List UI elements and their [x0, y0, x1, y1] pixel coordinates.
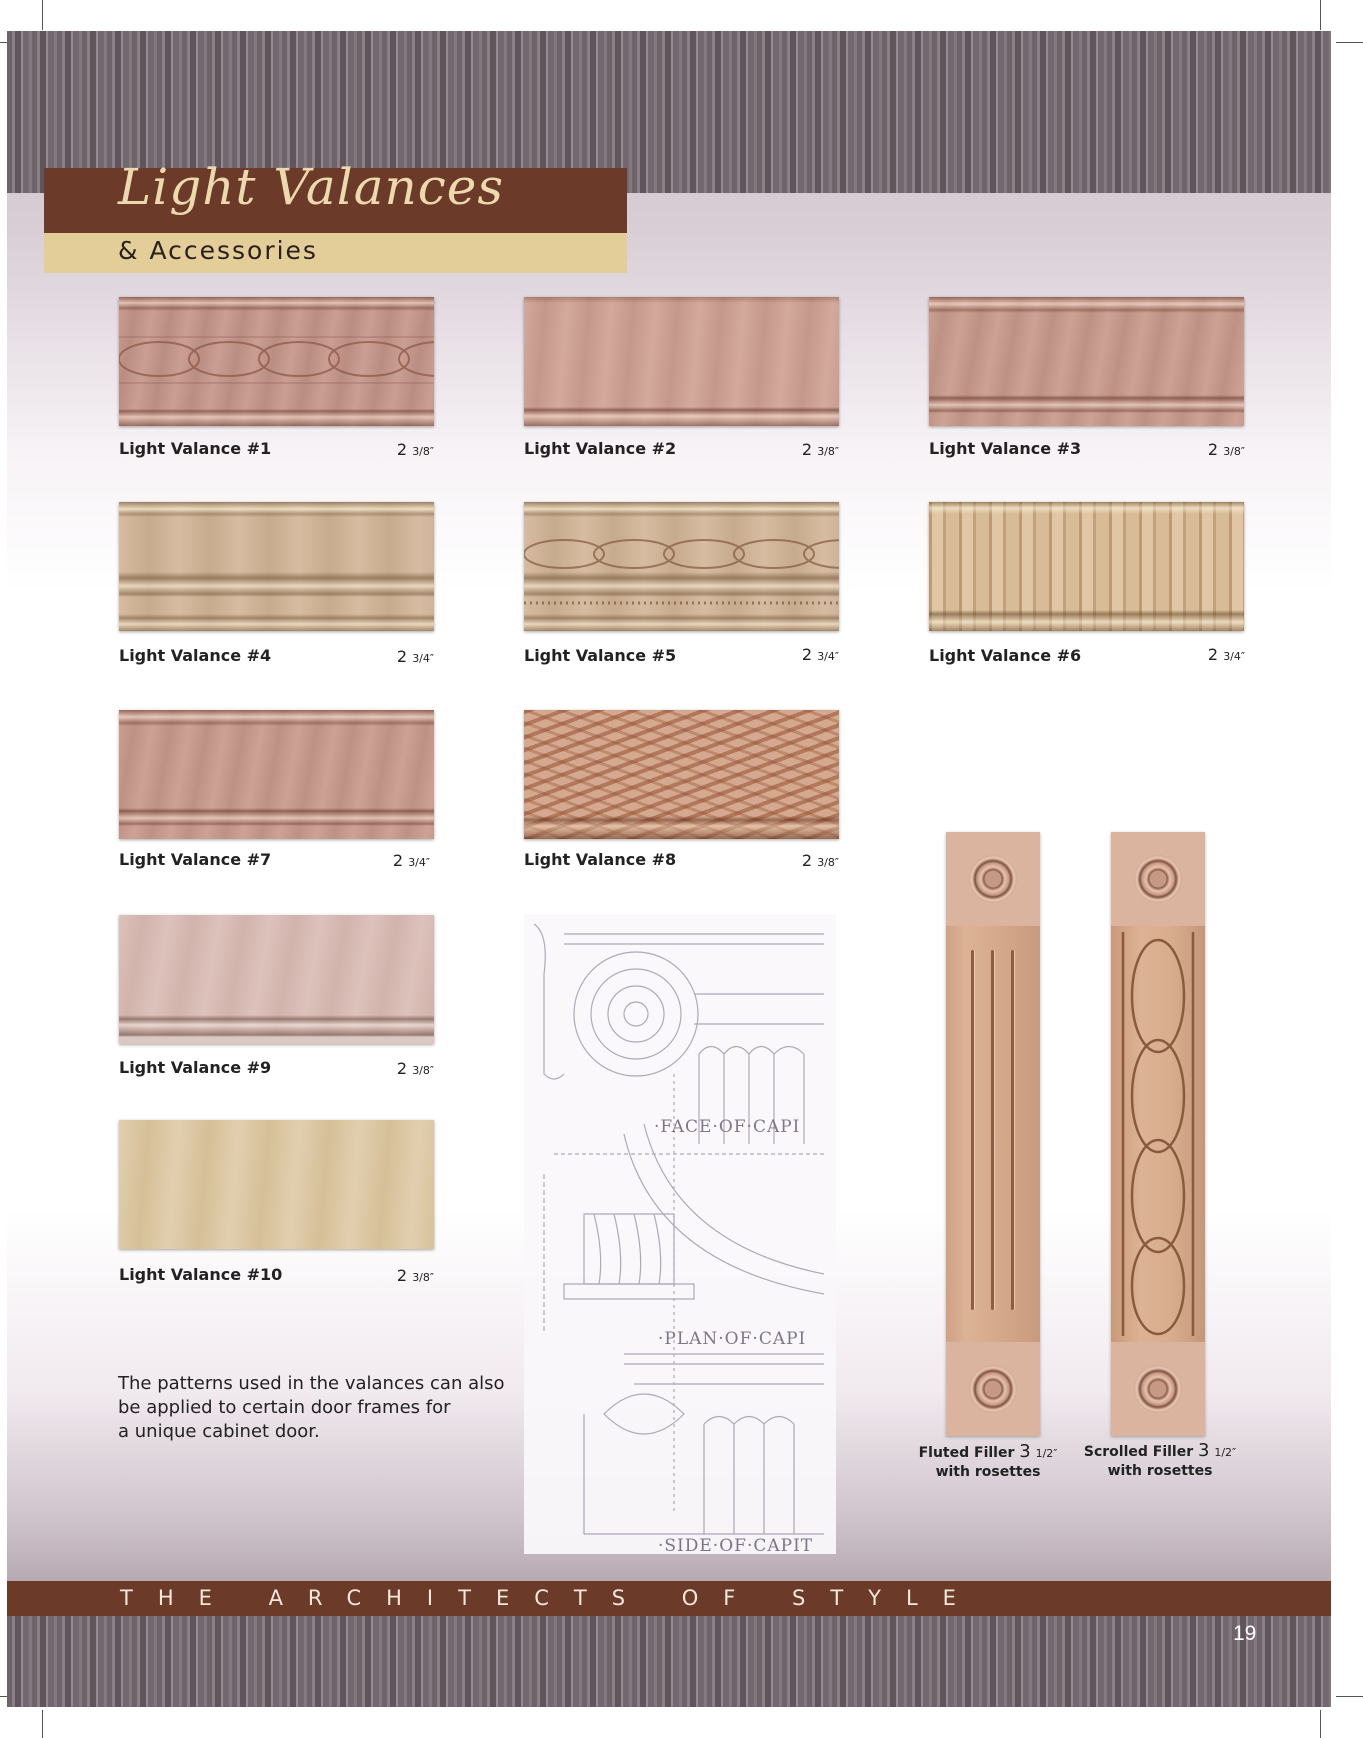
rosette-icon: [969, 1365, 1017, 1413]
interlaced-oval-pattern: [524, 502, 839, 631]
footer-stripes: [7, 1616, 1331, 1707]
blueprint-label-face: ·FACE·OF·CAPI: [654, 1117, 801, 1137]
rosette-icon: [1134, 1365, 1182, 1413]
filler-top-block: [1111, 832, 1205, 926]
valance-1-size: 2 3/8″: [396, 440, 434, 459]
valance-7-size: 2 3/4″: [392, 851, 430, 870]
rosette-icon: [1134, 855, 1182, 903]
valance-6-label: Light Valance #6: [929, 646, 1082, 665]
flute-groove: [971, 950, 974, 1310]
valance-5-image: [524, 502, 839, 631]
valance-3-size: 2 3/8″: [1207, 440, 1245, 459]
valance-8-image: [524, 710, 839, 839]
interlaced-oval-pattern: [119, 297, 434, 426]
scrolled-filler-image: [1111, 832, 1205, 1436]
fluted-filler-image: [946, 832, 1040, 1436]
valance-1-label: Light Valance #1: [119, 439, 272, 458]
flute-groove: [1011, 950, 1014, 1310]
blueprint-drawing: [524, 914, 836, 1554]
blueprint-label-side: ·SIDE·OF·CAPIT: [658, 1536, 814, 1556]
valance-8-label: Light Valance #8: [524, 850, 677, 869]
crop-mark: [1336, 42, 1363, 43]
valance-10-image: [119, 1120, 434, 1249]
page-number: 19: [1233, 1622, 1257, 1645]
footer-tagline: THE ARCHITECTS OF STYLE: [120, 1586, 981, 1610]
valance-4-label: Light Valance #4: [119, 646, 272, 665]
scroll-pattern: [1111, 926, 1205, 1342]
crop-mark: [42, 1710, 43, 1738]
valance-7-image: [119, 710, 434, 839]
crop-mark: [1336, 1696, 1363, 1697]
valance-2-size: 2 3/8″: [801, 440, 839, 459]
scrolled-panel: [1111, 926, 1205, 1342]
valance-10-size: 2 3/8″: [396, 1266, 434, 1285]
rosette-icon: [969, 855, 1017, 903]
fluted-filler-caption: Fluted Filler 3 1/2″ with rosettes: [918, 1441, 1058, 1480]
blueprint-label-plan: ·PLAN·OF·CAPI: [658, 1329, 807, 1349]
valance-5-size: 2 3/4″: [801, 645, 839, 664]
filler-top-block: [946, 832, 1040, 926]
pattern-note: The patterns used in the valances can also be applied to certain door frames for a unique cabinet door.: [118, 1373, 505, 1442]
valance-5-label: Light Valance #5: [524, 646, 677, 665]
crop-mark: [1320, 1710, 1321, 1738]
crop-mark: [42, 0, 43, 30]
valance-10-label: Light Valance #10: [119, 1265, 283, 1284]
valance-3-label: Light Valance #3: [929, 439, 1082, 458]
page-title: Light Valances: [118, 158, 504, 216]
page-subtitle: & Accessories: [118, 236, 318, 265]
valance-2-label: Light Valance #2: [524, 439, 677, 458]
valance-3-image: [929, 297, 1244, 426]
fluted-panel: [946, 926, 1040, 1342]
valance-9-image: [119, 915, 434, 1044]
capital-blueprint-illustration: [524, 914, 836, 1554]
filler-bottom-block: [1111, 1342, 1205, 1436]
flute-groove: [991, 950, 994, 1310]
crop-mark: [1320, 0, 1321, 30]
filler-bottom-block: [946, 1342, 1040, 1436]
valance-9-label: Light Valance #9: [119, 1058, 272, 1077]
valance-2-image: [524, 297, 839, 426]
valance-6-size: 2 3/4″: [1207, 645, 1245, 664]
valance-1-image: [119, 297, 434, 426]
valance-8-size: 2 3/8″: [801, 851, 839, 870]
valance-7-label: Light Valance #7: [119, 850, 272, 869]
valance-4-image: [119, 502, 434, 631]
valance-4-size: 2 3/4″: [396, 647, 434, 666]
valance-9-size: 2 3/8″: [396, 1059, 434, 1078]
scrolled-filler-caption: Scrolled Filler 3 1/2″ with rosettes: [1083, 1440, 1237, 1479]
valance-6-image: [929, 502, 1244, 631]
